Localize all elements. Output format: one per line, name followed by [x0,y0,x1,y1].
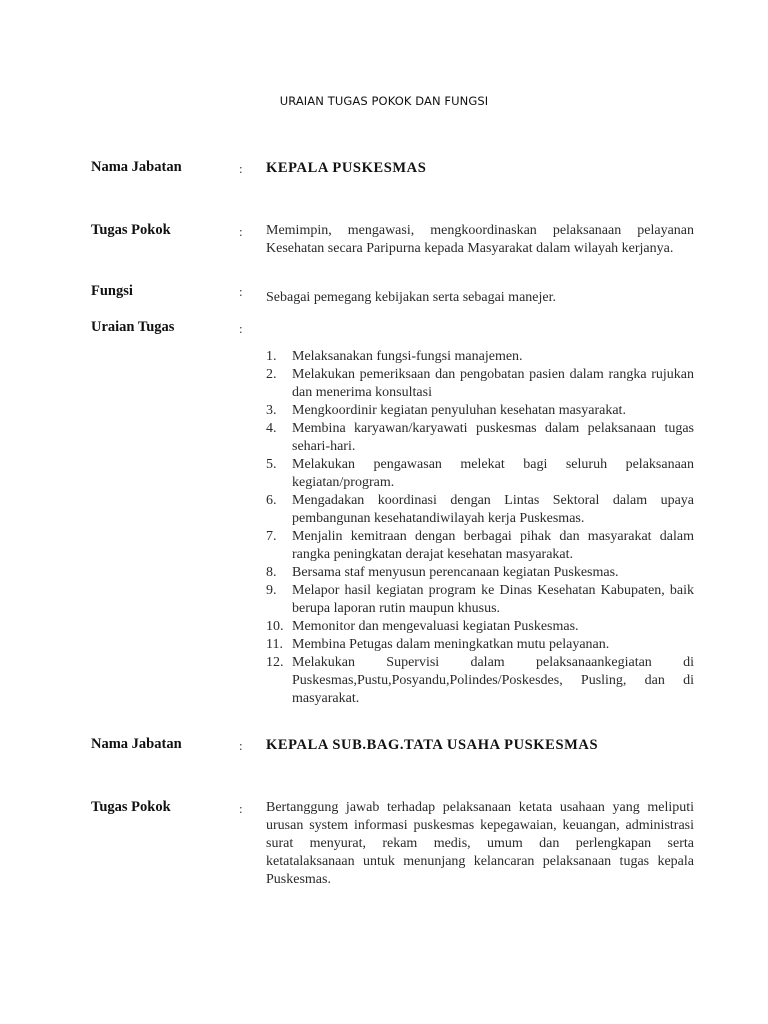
list-item-text: Melapor hasil kegiatan program ke Dinas Kesehatan Kabupaten, baik berupa laporan rutin maupun khusus. [292,583,694,616]
list-item [266,528,694,564]
list-item-text: Membina Petugas dalam meningkatkan mutu pelayanan. [292,637,610,652]
list-item [266,456,694,492]
list-item-number: 6. [266,493,277,508]
list-item-number: 1. [266,349,277,364]
uraian-tugas-list [266,348,694,708]
nama-jabatan-label: Nama Jabatan [91,159,182,175]
list-item-number: 9. [266,583,277,598]
list-item-number: 7. [266,529,277,544]
tugas-pokok-label: Tugas Pokok [91,799,171,815]
colon: : [239,321,243,336]
list-item-number: 2. [266,367,277,382]
list-item-number: 5. [266,457,277,472]
list-item-text: Menjalin kemitraan dengan berbagai pihak dan masyarakat dalam rangka peningkatan derajat kesehatan masyarakat. [292,529,694,562]
nama-jabatan-value: KEPALA PUSKESMAS [266,160,427,176]
list-item-text: Memonitor dan mengevaluasi kegiatan Puskesmas. [292,619,579,634]
list-item-number: 11. [266,637,283,652]
list-item [266,654,694,708]
colon: : [239,224,243,239]
list-item-text: Melakukan pemeriksaan dan pengobatan pasien dalam rangka rujukan dan menerima konsultasi [292,367,694,400]
list-item-number: 4. [266,421,277,436]
uraian-tugas-label: Uraian Tugas [91,319,175,335]
list-item [266,636,694,654]
list-item [266,348,694,366]
tugas-pokok-value: Bertanggung jawab terhadap pelaksanaan ketata usahaan yang meliputi urusan system informasi puskesmas kepegawaian, keuangan, administrasi surat menyurat, rekam medis, umum dan perlengkapan serta ketatalaksanaan untuk menunjang kelancaran pelaksanaan tugas kepala Puskesmas. [266,800,694,887]
document-title: URAIAN TUGAS POKOK DAN FUNGSI [279,94,489,108]
nama-jabatan-label: Nama Jabatan [91,736,182,752]
fungsi-label: Fungsi [91,283,133,299]
list-item [266,420,694,456]
list-item-text: Bersama staf menyusun perencanaan kegiatan Puskesmas. [292,565,619,580]
list-item [266,582,694,618]
colon: : [239,161,243,176]
colon: : [239,738,243,753]
list-item-number: 3. [266,403,277,418]
list-item [266,618,694,636]
colon: : [239,284,243,299]
nama-jabatan-value: KEPALA SUB.BAG.TATA USAHA PUSKESMAS [266,737,599,753]
list-item-text: Melaksanakan fungsi-fungsi manajemen. [292,349,523,364]
list-item [266,402,694,420]
list-item [266,492,694,528]
colon: : [239,801,243,816]
list-item-text: Membina karyawan/karyawati puskesmas dalam pelaksanaan tugas sehari-hari. [292,421,694,454]
list-item [266,366,694,402]
list-item-number: 10. [266,619,284,634]
tugas-pokok-value: Memimpin, mengawasi, mengkoordinaskan pelaksanaan pelayanan Kesehatan secara Paripurna kepada Masyarakat dalam wilayah kerjanya. [266,223,694,256]
list-item-text: Mengkoordinir kegiatan penyuluhan kesehatan masyarakat. [292,403,626,418]
fungsi-value: Sebagai pemegang kebijakan serta sebagai manejer. [266,290,556,305]
tugas-pokok-label: Tugas Pokok [91,222,171,238]
list-item-text: Melakukan Supervisi dalam pelaksanaankegiatan di Puskesmas,Pustu,Posyandu,Polindes/Poskesdes, Pusling, dan di masyarakat. [292,655,694,706]
list-item-text: Melakukan pengawasan melekat bagi seluruh pelaksanaan kegiatan/program. [292,457,694,490]
list-item-text: Mengadakan koordinasi dengan Lintas Sektoral dalam upaya pembangunan kesehatandiwilayah kerja Puskesmas. [292,493,694,526]
list-item [266,564,694,582]
list-item-number: 8. [266,565,277,580]
list-item-number: 12. [266,655,284,670]
